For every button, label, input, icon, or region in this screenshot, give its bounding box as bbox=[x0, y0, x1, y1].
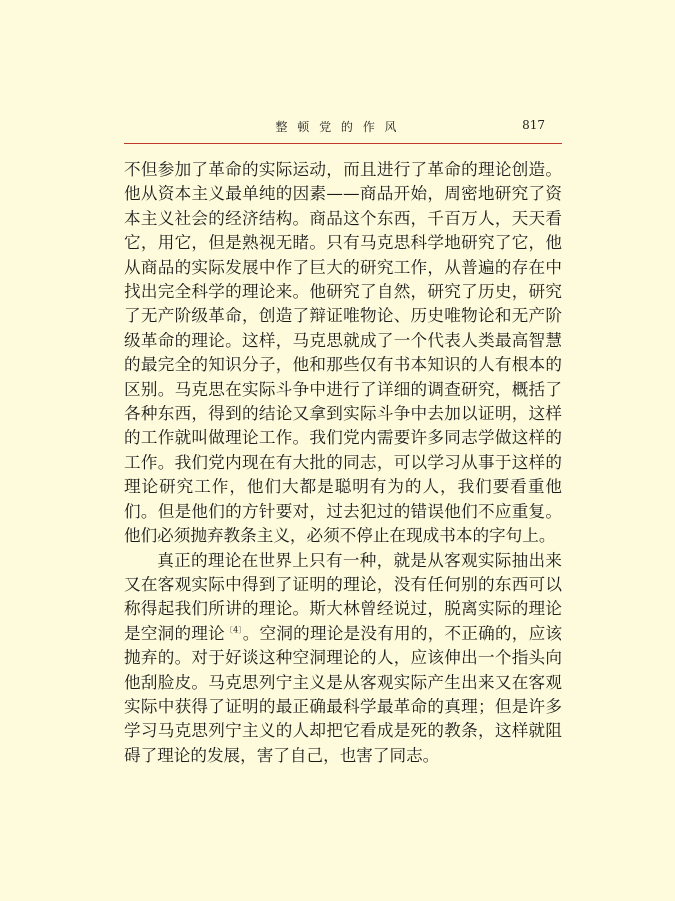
paragraph-2-text-b: 。空洞的理论是没有用的，不正确的，应该抛弃的。对于好谈这种空洞理论的人，应该伸出一个指头向他刮脸皮。马克思列宁主义是从客观实际产生出来又在客观实际中获得了证明的最正确最科学最革命的真理；但是许多学习马克思列宁主义的人却把它看成是死的教条，这样就阻碍了理论的发展，害了自己，也害了同志。 bbox=[124, 623, 563, 765]
paragraph-2 bbox=[124, 549, 562, 769]
running-title: 整 顿 党 的 作 风 bbox=[275, 120, 400, 134]
paragraph-1: 不但参加了革命的实际运动，而且进行了革命的理论创造。他从资本主义最单纯的因素——商品开始，周密地研究了资本主义社会的经济结构。商品这个东西，千百万人，天天看它，用它，但是熟视无睹。只有马克思科学地研究了它，他从商品的实际发展中作了巨大的研究工作，从普遍的存在中找出完全科学的理论来。他研究了自然，研究了历史，研究了无产阶级革命，创造了辩证唯物论、历史唯物论和无产阶级革命的理论。这样，马克思就成了一个代表人类最高智慧的最完全的知识分子，他和那些仅有书本知识的人有根本的区别。马克思在实际斗争中进行了详细的调查研究，概括了各种东西，得到的结论又拿到实际斗争中去加以证明，这样的工作就叫做理论工作。我们党内需要许多同志学做这样的工作。我们党内现在有大批的同志，可以学习从事于这样的理论研究工作，他们大都是聪明有为的人，我们要看重他们。但是他们的方针要对，过去犯过的错误他们不应重复。他们必须抛弃教条主义，必须不停止在现成书本的字句上。 bbox=[124, 160, 562, 546]
footnote-reference[interactable]: 〔4〕 bbox=[224, 625, 243, 635]
page-header bbox=[124, 118, 551, 140]
paragraph-2-text-a: 真正的理论在世界上只有一种，就是从客观实际抽出来又在客观实际中得到了证明的理论，没有任何别的东西可以称得起我们所讲的理论。斯大林曾经说过，脱离实际的理论是空洞的理论 bbox=[124, 550, 562, 643]
body-text bbox=[124, 158, 562, 768]
page-number: 817 bbox=[522, 118, 545, 132]
header-rule bbox=[124, 143, 562, 144]
